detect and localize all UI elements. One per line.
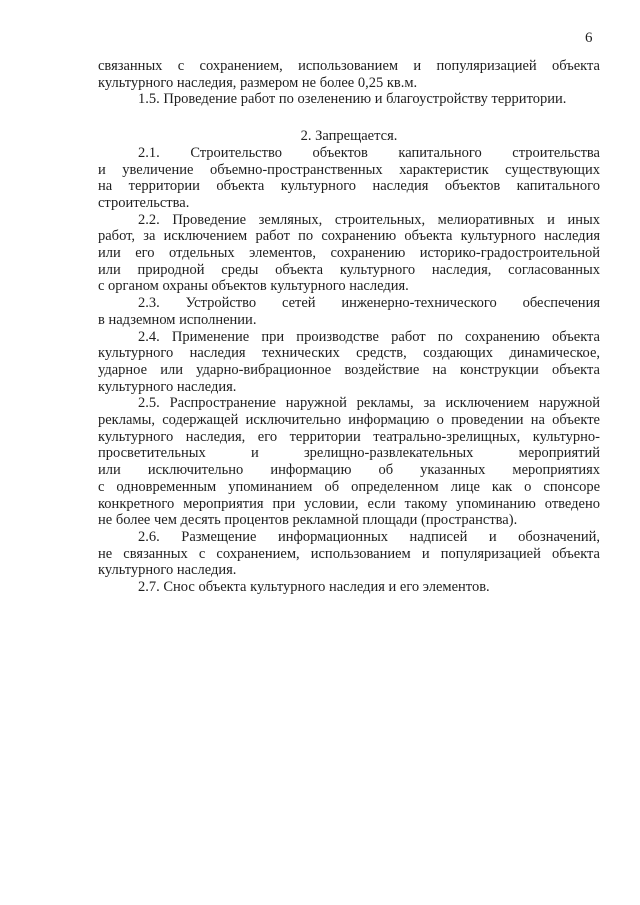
paragraph-1-5: [98, 91, 600, 108]
page-number: 6: [585, 30, 593, 46]
text-line: 2.6. Размещение информационных надписей и обозначений,: [138, 528, 600, 545]
text-line: с органом охраны объектов культурного наследия.: [98, 278, 409, 295]
text-line: 2.1. Строительство объектов капитального строительства: [138, 144, 600, 161]
paragraph-1-4-continuation: [98, 58, 600, 91]
text-line: в надземном исполнении.: [98, 311, 257, 328]
document-body: [98, 58, 600, 596]
text-line: связанных с сохранением, использованием и популяризацией объекта: [98, 58, 600, 74]
text-line: 2.4. Применение при производстве работ по сохранению объекта: [138, 328, 600, 345]
text-line: рекламы, содержащей исключительно информацию о проведении на объекте: [98, 412, 600, 429]
text-line: 2.2. Проведение земляных, строительных, мелиоративных и иных: [138, 211, 600, 228]
text-line: культурного наследия.: [98, 562, 237, 579]
paragraph-2-6: [98, 529, 600, 579]
text-line: не более чем десять процентов рекламной площади (пространства).: [98, 512, 518, 529]
text-line: культурного наследия, его территории театрально-зрелищных, культурно-: [98, 428, 600, 445]
text-line: не связанных с сохранением, использованием и популяризацией объекта: [98, 545, 600, 562]
paragraph-2-3: [98, 295, 600, 328]
text-line: или его отдельных элементов, сохранению историко-градостроительной: [98, 245, 600, 262]
text-line: 2.5. Распространение наружной рекламы, за исключением наружной: [138, 395, 600, 412]
text-line: или исключительно информацию об указанных мероприятиях: [98, 462, 600, 479]
text-line: культурного наследия.: [98, 378, 237, 395]
text-line: конкретного мероприятия при условии, если такому упоминанию отведено: [98, 495, 600, 512]
paragraph-2-5: [98, 395, 600, 529]
text-line: культурного наследия технических средств, создающих динамическое,: [98, 345, 600, 362]
text-line: культурного наследия, размером не более 0,25 кв.м.: [98, 74, 418, 91]
paragraph-2-4: [98, 329, 600, 396]
paragraph-2-2: [98, 212, 600, 296]
text-line: 2.3. Устройство сетей инженерно-технического обеспечения: [138, 295, 600, 312]
text-line: и увеличение объемно-пространственных характеристик существующих: [98, 161, 600, 178]
text-line: ударное или ударно-вибрационное воздействие на конструкции объекта: [98, 361, 600, 378]
text-line: строительства.: [98, 194, 190, 211]
text-line: работ, за исключением работ по сохранению объекта культурного наследия: [98, 228, 600, 245]
text-line: 1.5. Проведение работ по озеленению и благоустройству территории.: [138, 91, 567, 108]
text-line: на территории объекта культурного наследия объектов капитального: [98, 178, 600, 195]
text-line: или природной среды объекта культурного наследия, согласованных: [98, 261, 600, 278]
text-line: с одновременным упоминанием об определенном лице как о спонсоре: [98, 478, 600, 495]
paragraph-2-7: [98, 579, 600, 596]
text-line: просветительных и зрелищно-развлекательных мероприятий: [98, 445, 600, 462]
paragraph-2-1: [98, 145, 600, 212]
section-2-title: 2. Запрещается.: [300, 128, 398, 145]
text-line: 2.7. Снос объекта культурного наследия и его элементов.: [138, 579, 490, 596]
